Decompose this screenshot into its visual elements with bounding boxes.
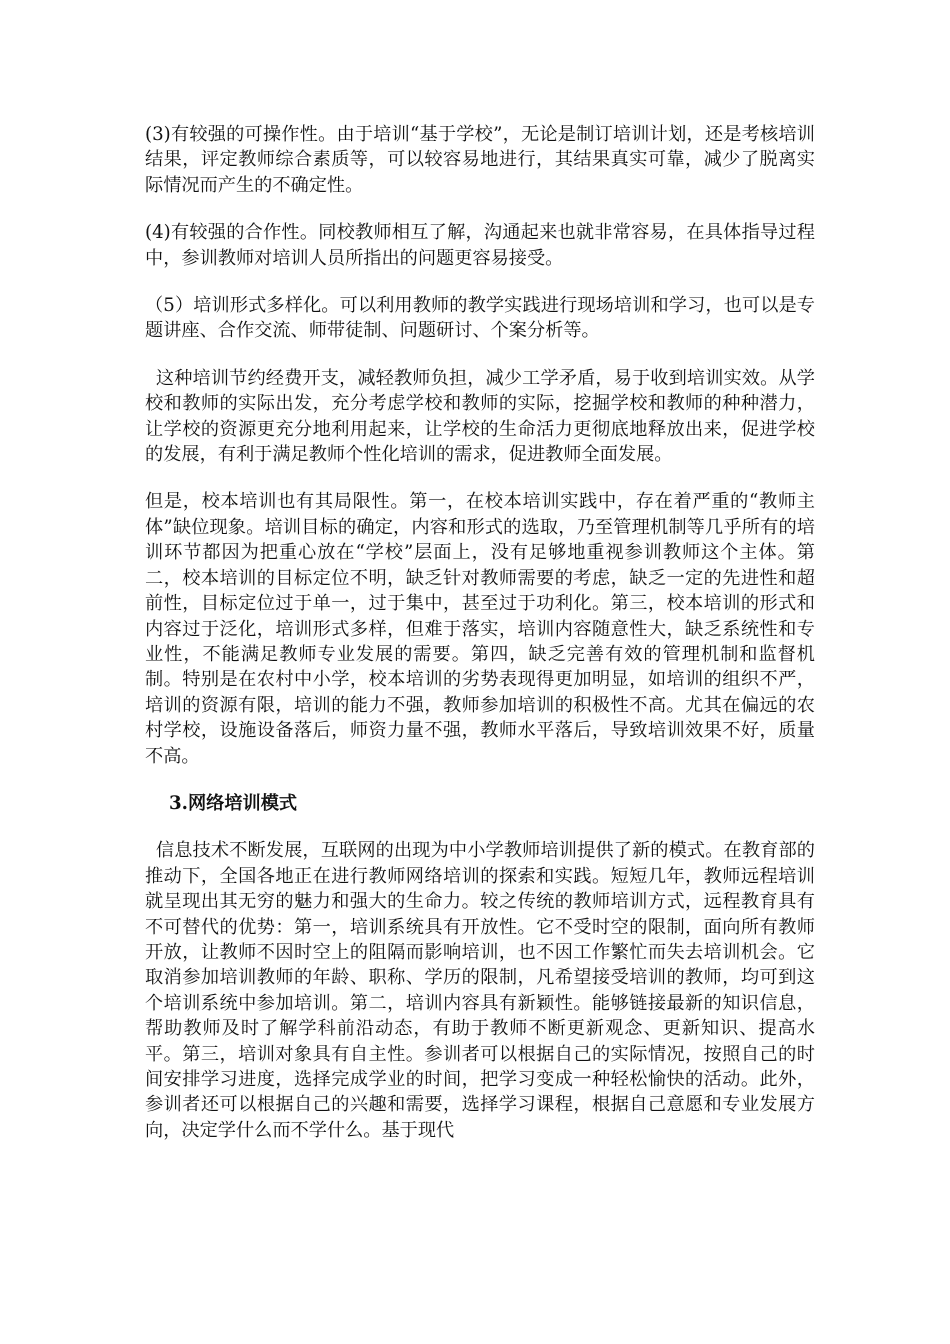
paragraph-cooperation: (4)有较强的合作性。同校教师相互了解，沟通起来也就非常容易，在具体指导过程中，参训教师对培训人员所指出的问题更容易接受。 — [145, 222, 815, 269]
paragraph-operability: (3)有较强的可操作性。由于培训“基于学校”，无论是制订培训计划，还是考核培训结果，评定教师综合素质等，可以较容易地进行，其结果真实可靠，减少了脱离实际情况而产生的不确定性。 — [145, 124, 815, 196]
paragraph-network-training: 信息技术不断发展，互联网的出现为中小学教师培训提供了新的模式。在教育部的推动下，全国各地正在进行教师网络培训的探索和实践。短短几年，教师远程培训就呈现出其无穷的魅力和强大的生命力。较之传统的教师培训方式，远程教育具有不可替代的优势：第一，培训系统具有开放性。它不受时空的限制，面向所有教师开放，让教师不因时空上的阻隔而影响培训，也不因工作繁忙而失去培训机会。它取消参加培训教师的年龄、职称、学历的限制，凡希望接受培训的教师，均可到这个培训系统中参加培训。第二，培训内容具有新颖性。能够链接最新的知识信息，帮助教师及时了解学科前沿动态，有助于教师不断更新观念、更新知识、提高水平。第三，培训对象具有自主性。参训者可以根据自己的实际情况，按照自己的时间安排学习进度，选择完成学业的时间，把学习变成一种轻松愉快的活动。此外，参训者还可以根据自己的兴趣和需要，选择学习课程，根据自己意愿和专业发展方向，决定学什么而不学什么。基于现代 — [145, 840, 815, 1141]
section-heading: 3.网络培训模式 — [169, 792, 298, 814]
paragraph-diverse-forms: （5）培训形式多样化。可以利用教师的教学实践进行现场培训和学习，也可以是专题讲座、合作交流、师带徒制、问题研讨、个案分析等。 — [145, 295, 815, 342]
document-body — [145, 122, 815, 1165]
paragraph-benefits: 这种培训节约经费开支，减轻教师负担，减少工学矛盾，易于收到培训实效。从学校和教师的实际出发，充分考虑学校和教师的实际，挖掘学校和教师的种种潜力，让学校的资源更充分地利用起来，让学校的生命活力更彻底地释放出来，促进学校的发展，有利于满足教师个性化培训的需求，促进教师全面发展。 — [145, 367, 815, 466]
paragraph-limitations: 但是，校本培训也有其局限性。第一，在校本培训实践中，存在着严重的“教师主体”缺位现象。培训目标的确定，内容和形式的选取，乃至管理机制等几乎所有的培训环节都因为把重心放在“学校”层面上，没有足够地重视参训教师这个主体。第二，校本培训的目标定位不明，缺乏针对教师需要的考虑，缺乏一定的先进性和超前性，目标定位过于单一，过于集中，甚至过于功利化。第三，校本培训的形式和内容过于泛化，培训形式多样，但难于落实，培训内容随意性大，缺乏系统性和专业性，不能满足教师专业发展的需要。第四，缺乏完善有效的管理机制和监督机制。特别是在农村中小学，校本培训的劣势表现得更加明显，如培训的组织不严，培训的资源有限，培训的能力不强，教师参加培训的积极性不高。尤其在偏远的农村学校，设施设备落后，师资力量不强，教师水平落后，导致培训效果不好，质量不高。 — [145, 491, 815, 767]
